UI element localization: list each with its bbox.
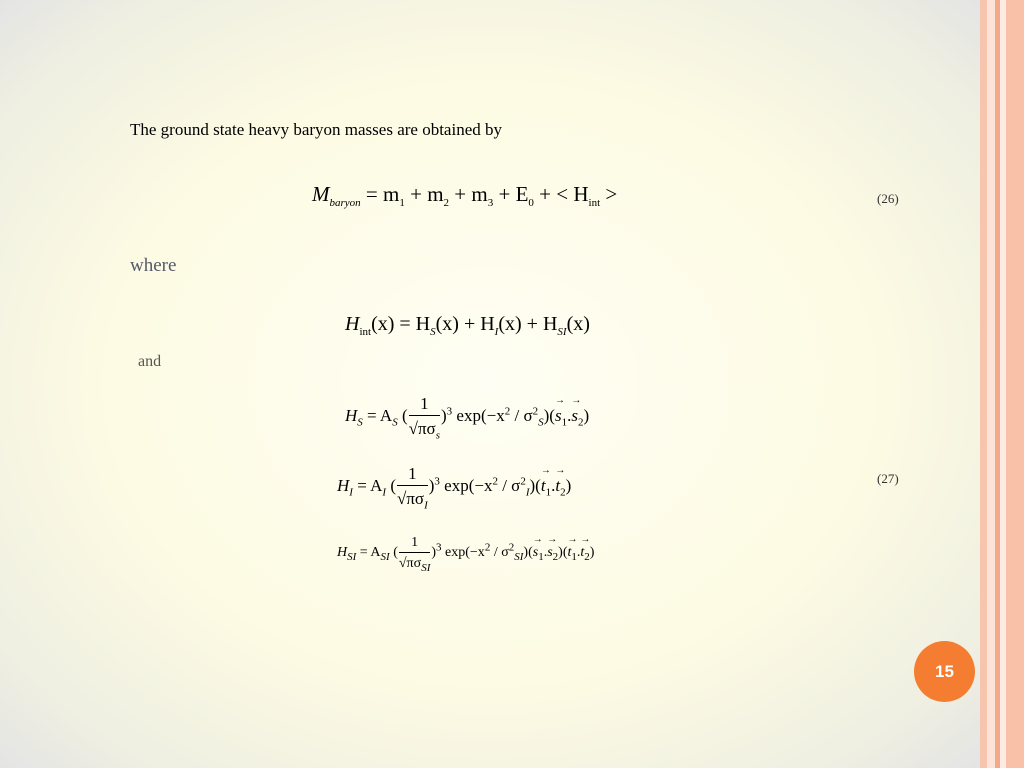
decorative-stripe (980, 0, 987, 768)
decorative-stripe (1006, 0, 1024, 768)
equation-baryon-mass: $M_{baryon} = m_1 + m_2 + m_3 + E_0$ + < $H_{int}$ > (312, 182, 618, 210)
where-text: where (130, 255, 177, 276)
equation-h-s: $H_S = A_S$ ( $\frac{1}{√\pi\sigma_s}$ )$^3$ $\exp(-x^2 / \sigma^2_S)(\to s_1.\to s_2)$ (345, 394, 589, 440)
equation-number-27: (27) (877, 471, 899, 486)
equation-h-i: $H_I = A_I$ ( $\frac{1}{√\pi\sigma_I}$ )$^3$ $\exp(-x^2 / \sigma^2_I)(\to t_1.\to t_2)$ (337, 464, 571, 510)
slide-number-badge: 15 (914, 641, 975, 702)
and-text: and (138, 353, 162, 370)
equation-h-si: $H_{SI} = A_{SI}$ ( $\frac{1}{√\pi\sigma_{SI}}$ )$^3$ $\exp(-x^2 / \sigma^2_{SI})(\to s_1.\to s_2)(\to t_1.\to t_2)$ (337, 534, 594, 572)
equation-h-int: $H_{int}(x) = H_S(x) + H_I(x) + H_{SI}(x)$ (345, 313, 590, 338)
intro-text: The ground state heavy baryon masses are obtained by (130, 120, 502, 139)
decorative-stripe (987, 0, 995, 768)
equation-number-26: (26) (877, 191, 899, 206)
